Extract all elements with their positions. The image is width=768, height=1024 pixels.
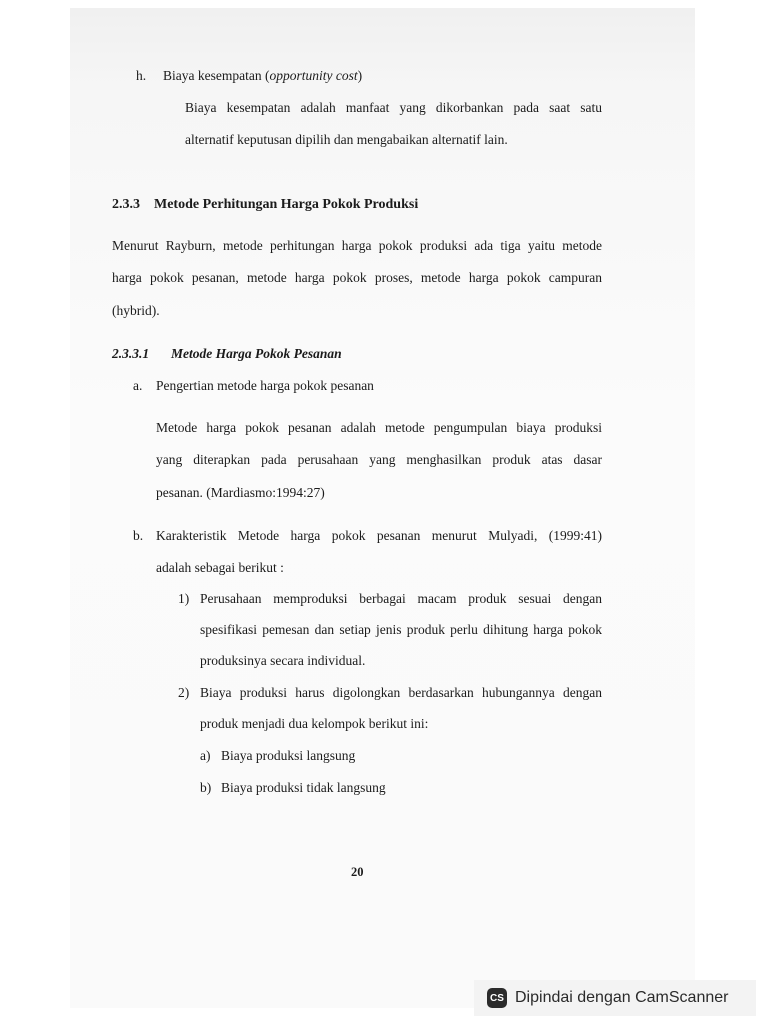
item-b-marker: b.	[133, 528, 144, 543]
page-number: 20	[351, 865, 364, 879]
item-b-line-2: adalah sebagai berikut :	[156, 560, 284, 575]
item-a-title: Pengertian metode harga pokok pesanan	[156, 378, 374, 393]
section-title-2331: Metode Harga Pokok Pesanan	[171, 346, 342, 361]
item-a-marker: a.	[133, 378, 143, 393]
para-233-line-1: Menurut Rayburn, metode perhitungan harga pokok produksi ada tiga yaitu metode	[112, 238, 602, 253]
sub-2a-text: Biaya produksi langsung	[221, 748, 356, 763]
sub-1-line-1: Perusahaan memproduksi berbagai macam produk sesuai dengan	[200, 591, 602, 606]
item-a-body-line-3: pesanan. (Mardiasmo:1994:27)	[156, 485, 325, 500]
item-h-body-line-2: alternatif keputusan dipilih dan mengabaikan alternatif lain.	[185, 132, 508, 147]
scanned-page	[70, 8, 695, 1008]
section-number-233: 2.3.3	[112, 197, 140, 212]
sub-2-line-2: produk menjadi dua kelompok berikut ini:	[200, 716, 429, 731]
sub-2-marker: 2)	[178, 685, 190, 700]
item-a-body-line-2: yang diterapkan pada perusahaan yang menghasilkan produk atas dasar	[156, 452, 602, 467]
sub-2a-marker: a)	[200, 748, 211, 763]
sub-2b-text: Biaya produksi tidak langsung	[221, 780, 386, 795]
item-h-body-line-1: Biaya kesempatan adalah manfaat yang dikorbankan pada saat satu	[185, 100, 602, 115]
sub-2b-marker: b)	[200, 780, 212, 795]
camscanner-icon: CS	[487, 988, 507, 1008]
para-233-line-3: (hybrid).	[112, 303, 160, 318]
item-a-body-line-1: Metode harga pokok pesanan adalah metode pengumpulan biaya produksi	[156, 420, 602, 435]
scanner-label: Dipindai dengan CamScanner	[515, 989, 729, 1006]
scanner-watermark	[474, 980, 756, 1016]
section-number-2331: 2.3.3.1	[112, 346, 150, 361]
section-title-233: Metode Perhitungan Harga Pokok Produksi	[154, 197, 419, 212]
item-b-line-1: Karakteristik Metode harga pokok pesanan menurut Mulyadi, (1999:41)	[156, 528, 602, 543]
para-233-line-2: harga pokok pesanan, metode harga pokok proses, metode harga pokok campuran	[112, 270, 602, 285]
sub-2-line-1: Biaya produksi harus digolongkan berdasarkan hubungannya dengan	[200, 685, 602, 700]
sub-1-line-3: produksinya secara individual.	[200, 653, 366, 668]
item-h-marker: h.	[136, 68, 147, 83]
sub-1-line-2: spesifikasi pemesan dan setiap jenis produk perlu dihitung harga pokok	[200, 622, 602, 637]
item-h-title: Biaya kesempatan (opportunity cost)	[163, 68, 363, 83]
sub-1-marker: 1)	[178, 591, 190, 606]
